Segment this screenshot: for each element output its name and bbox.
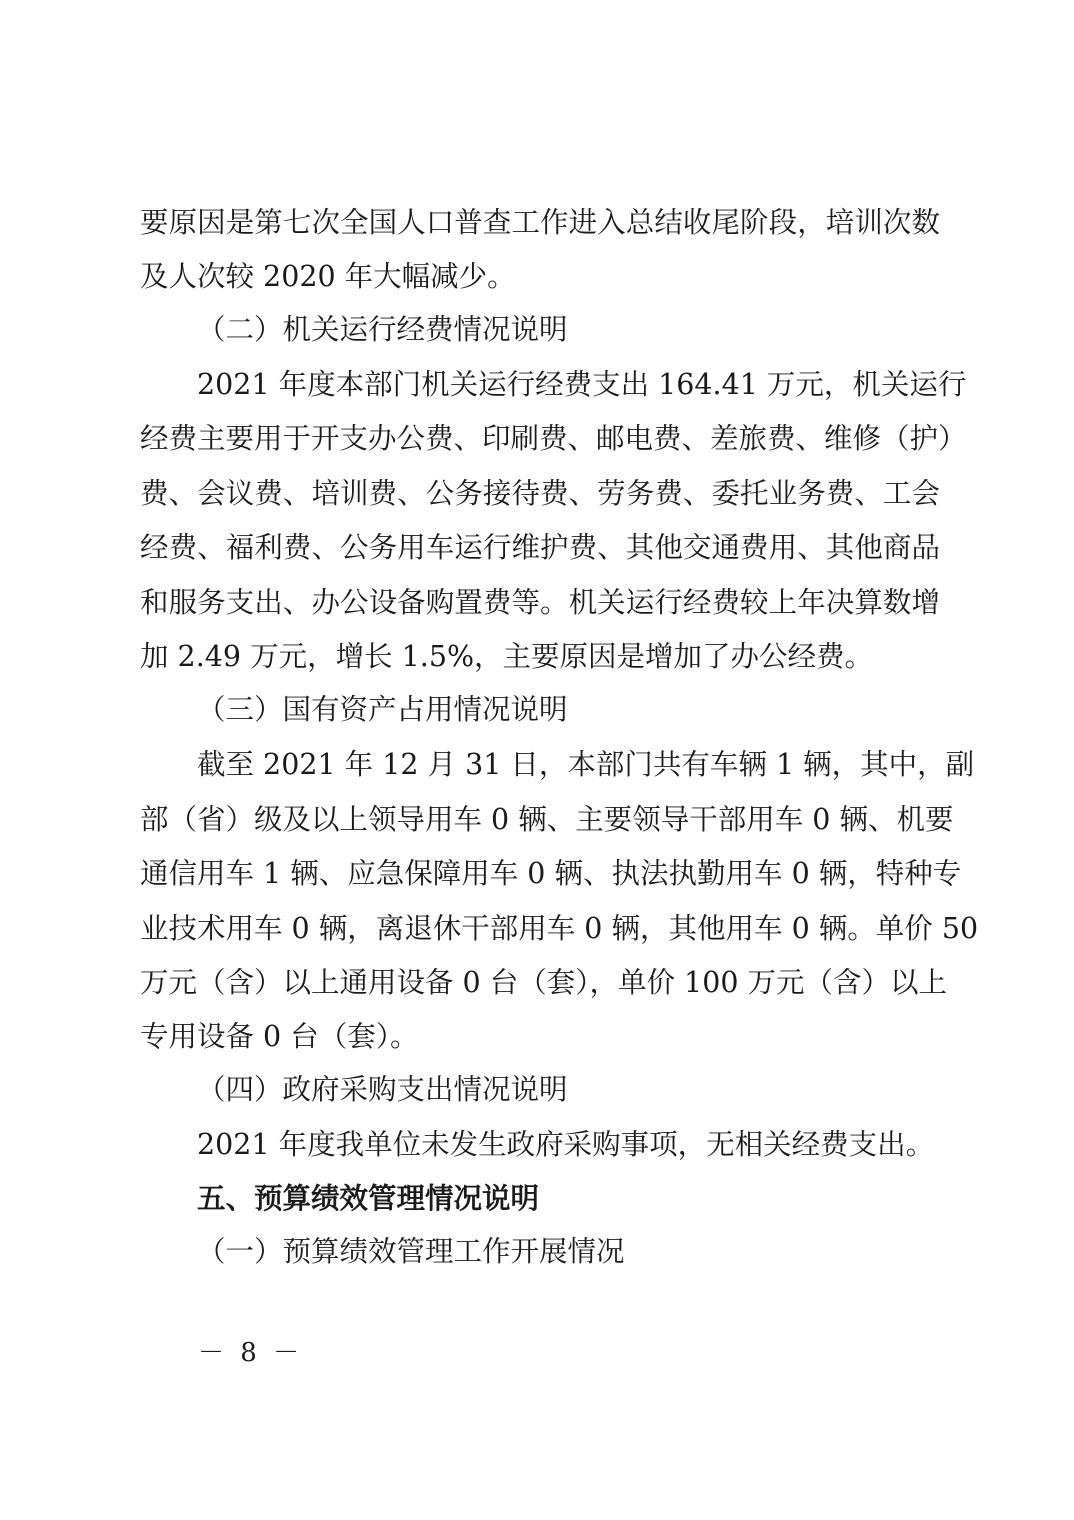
body-line-15: 2021 年度我单位未发生政府采购事项，无相关经费支出。 <box>197 1128 935 1161</box>
body-line-14: 专用设备 0 台（套）。 <box>140 1020 419 1053</box>
body-line-6: 经费、福利费、公务用车运行维护费、其他交通费用、其他商品 <box>140 531 940 564</box>
page-number: － 8 － <box>198 1338 304 1368</box>
section-heading-5-1: （一）预算绩效管理工作开展情况 <box>197 1235 625 1268</box>
section-heading-3: （三）国有资产占用情况说明 <box>197 693 568 726</box>
body-line-2: 及人次较 2020 年大幅减少。 <box>140 260 516 293</box>
section-heading-4: （四）政府采购支出情况说明 <box>197 1073 568 1106</box>
body-line-8: 加 2.49 万元，增长 1.5%，主要原因是增加了办公经费。 <box>140 640 874 673</box>
body-line-13: 万元（含）以上通用设备 0 台（套），单价 100 万元（含）以上 <box>140 966 948 999</box>
chapter-heading-5: 五、预算绩效管理情况说明 <box>197 1182 540 1215</box>
body-line-11: 通信用车 1 辆、应急保障用车 0 辆、执法执勤用车 0 辆，特种专 <box>140 857 962 890</box>
body-line-12: 业技术用车 0 辆，离退休干部用车 0 辆，其他用车 0 辆。单价 50 <box>140 912 979 945</box>
body-line-4: 经费主要用于开支办公费、印刷费、邮电费、差旅费、维修（护） <box>140 422 967 455</box>
section-heading-2: （二）机关运行经费情况说明 <box>197 313 568 346</box>
body-line-1: 要原因是第七次全国人口普查工作进入总结收尾阶段，培训次数 <box>140 206 940 239</box>
body-line-5: 费、会议费、培训费、公务接待费、劳务费、委托业务费、工会 <box>140 477 940 510</box>
body-line-10: 部（省）级及以上领导用车 0 辆、主要领导干部用车 0 辆、机要 <box>140 803 954 836</box>
body-line-3: 2021 年度本部门机关运行经费支出 164.41 万元，机关运行 <box>197 368 967 401</box>
body-line-9: 截至 2021 年 12 月 31 日，本部门共有车辆 1 辆，其中，副 <box>197 748 975 781</box>
body-line-7: 和服务支出、办公设备购置费等。机关运行经费较上年决算数增 <box>140 586 940 619</box>
